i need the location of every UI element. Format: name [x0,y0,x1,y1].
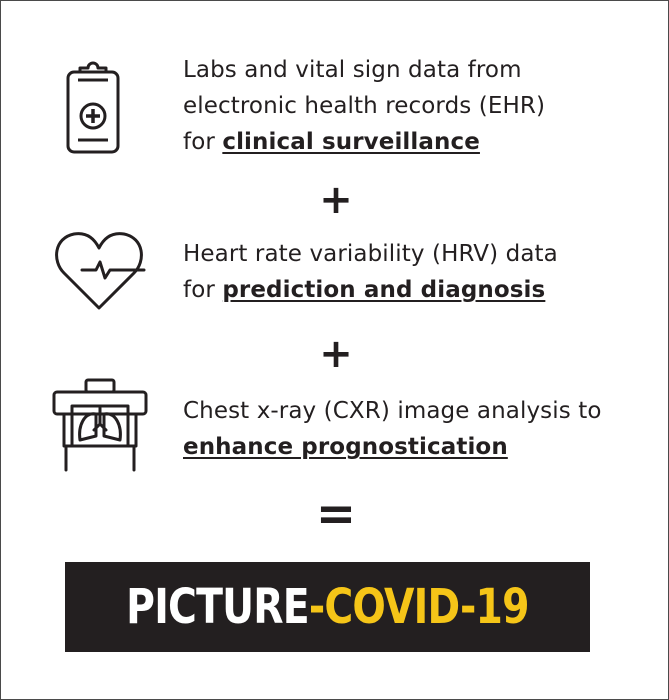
banner-title [126,579,529,635]
row-3-emphasis: enhance prognostication [183,434,508,460]
row-3-line-1: Chest x-ray (CXR) image analysis to [183,398,602,424]
chest-xray-icon [50,378,150,472]
clipboard-medical-icon [64,58,122,154]
row-3-line-2 [183,429,602,465]
row-1-line-2: electronic health records (EHR) [183,93,546,119]
row-1-text [183,52,545,160]
heart-ekg-icon [52,228,146,314]
row-1-prefix: for [183,129,223,155]
row-2-text [183,236,558,308]
row-2-emphasis: prediction and diagnosis [222,277,546,303]
plus-operator-1: + [319,177,353,223]
result-banner [65,562,590,652]
row-1-line-3 [183,124,545,160]
plus-operator-2: + [319,331,353,377]
banner-title-part-2: -COVID-19 [308,579,529,635]
row-1-line-1: Labs and vital sign data from [183,57,522,83]
banner-title-part-1: PICTURE [126,579,309,635]
row-2-prefix: for [183,277,223,303]
row-1-emphasis: clinical surveillance [222,129,480,155]
row-2-line-2 [183,272,558,308]
equals-operator: = [315,486,357,542]
row-2-line-1: Heart rate variability (HRV) data [183,241,558,267]
row-3-text [183,393,602,465]
